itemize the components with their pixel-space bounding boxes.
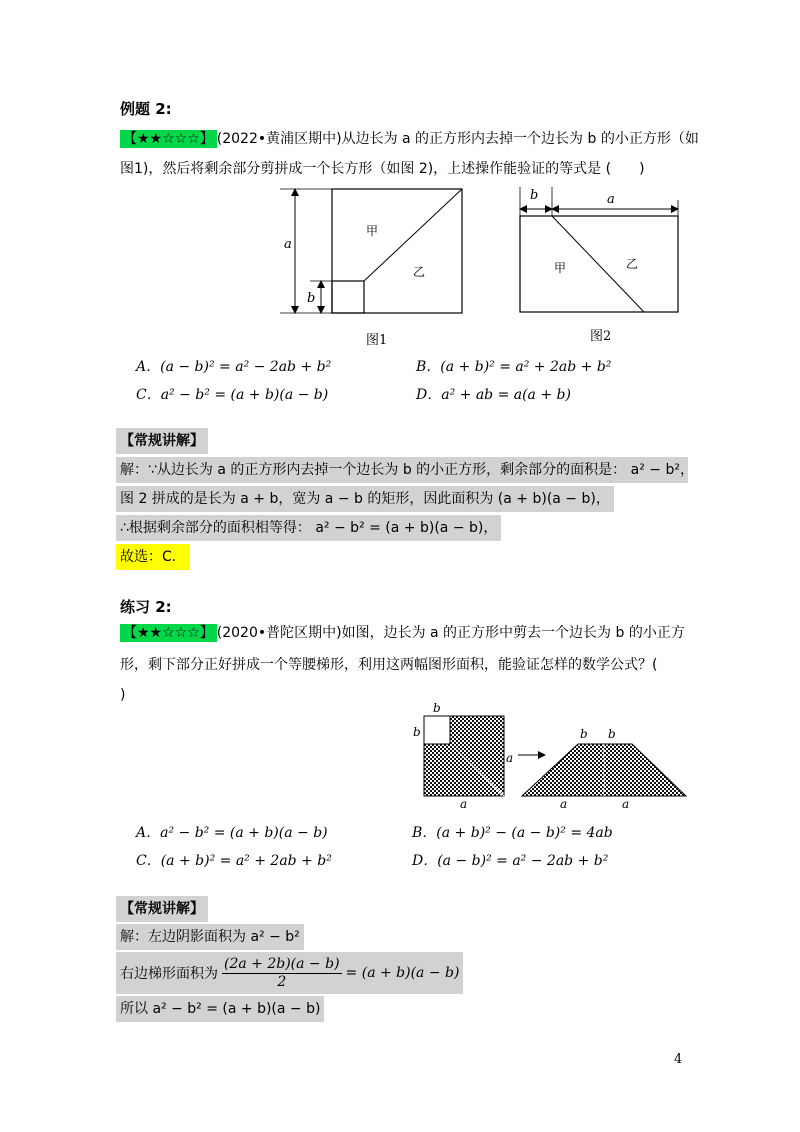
difficulty-badge: 【★★☆☆☆】	[120, 130, 217, 148]
label-trap-a1: a	[560, 797, 568, 811]
option-d: D．(a − b)² = a² − 2ab + b²	[412, 853, 609, 869]
fraction-denominator: 2	[277, 973, 287, 990]
label-jia: 甲	[366, 224, 379, 238]
label-b: b	[307, 291, 316, 306]
practice-figure	[408, 700, 690, 812]
solution-suffix: = (a + b)(a − b)	[345, 965, 460, 981]
label-b: b	[530, 188, 539, 203]
option-a: A．a² − b² = (a + b)(a − b)	[136, 825, 328, 841]
solution-line2	[116, 952, 463, 994]
practice-question-line2: 形，剩下部分正好拼成一个等腰梯形，利用这两幅图形面积，能验证怎样的数学公式？(	[120, 657, 658, 673]
label-trap-b2: b	[608, 727, 616, 741]
page-number: 4	[674, 1052, 683, 1067]
option-c: C．a² − b² = (a + b)(a − b)	[136, 387, 329, 403]
difficulty-badge: 【★★☆☆☆】	[120, 624, 217, 642]
label-b-left: b	[413, 725, 421, 739]
small-square	[332, 281, 364, 313]
fraction	[222, 956, 342, 991]
practice-question-line1	[120, 622, 685, 644]
example-question-line2: 图1)，然后将剩余部分剪拼成一个长方形（如图 2)，上述操作能验证的等式是 ( )	[120, 161, 645, 177]
removed-small-square	[424, 716, 450, 744]
question-text: 如图，边长为 a 的正方形中剪去一个边长为 b 的小正方	[341, 625, 685, 641]
solution-prefix: 右边梯形面积为	[120, 966, 218, 982]
option-d: D．a² + ab = a(a + b)	[416, 387, 571, 403]
answer: 故选：C．	[116, 544, 190, 570]
explain-title: 【常规讲解】	[116, 428, 208, 454]
option-a: A．(a − b)² = a² − 2ab + b²	[136, 359, 332, 375]
question-source: (2020•普陀区期中)	[216, 625, 342, 641]
label-jia: 甲	[554, 261, 567, 275]
rectangle	[520, 216, 678, 312]
example-figure-1	[270, 180, 470, 355]
option-b: B．(a + b)² = a² + 2ab + b²	[416, 359, 612, 375]
solution-line3: 所以 a² − b² = (a + b)(a − b)	[116, 996, 324, 1022]
label-a-bottom: a	[460, 797, 468, 811]
fraction-numerator: (2a + 2b)(a − b)	[224, 955, 340, 972]
figure-caption-1: 图1	[366, 333, 388, 348]
option-c: C．(a + b)² = a² + 2ab + b²	[136, 853, 332, 869]
solution-line1: 解：∵从边长为 a 的正方形内去掉一个边长为 b 的小正方形，剩余部分的面积是： a² − b²，	[116, 457, 688, 483]
practice-question-line3: )	[120, 687, 126, 703]
example-question-line1	[120, 128, 699, 150]
practice-heading: 练习 2:	[120, 598, 172, 616]
label-a-right: a	[506, 751, 514, 765]
label-trap-a2: a	[622, 797, 630, 811]
question-text: 从边长为 a 的正方形内去掉一个边长为 b 的小正方形（如	[341, 131, 699, 147]
solution-line2: 图 2 拼成的是长为 a + b，宽为 a − b 的矩形，因此面积为 (a + b)(a − b)，	[116, 486, 614, 512]
explain-title: 【常规讲解】	[116, 896, 208, 922]
label-yi: 乙	[413, 265, 426, 279]
solution-line3: ∴根据剩余部分的面积相等得： a² − b² = (a + b)(a − b)，	[116, 515, 501, 541]
question-source: (2022•黄浦区期中)	[216, 131, 342, 147]
label-a: a	[607, 192, 615, 207]
label-trap-b1: b	[580, 727, 588, 741]
example-figure-2	[510, 182, 690, 352]
example-heading: 例题 2:	[120, 100, 172, 118]
figure-caption-2: 图2	[590, 329, 612, 344]
label-b-top: b	[433, 701, 441, 715]
solution-line1: 解：左边阴影面积为 a² − b²	[116, 924, 304, 950]
label-yi: 乙	[626, 257, 639, 271]
label-a: a	[284, 237, 292, 252]
option-b: B．(a + b)² − (a − b)² = 4ab	[412, 825, 613, 841]
